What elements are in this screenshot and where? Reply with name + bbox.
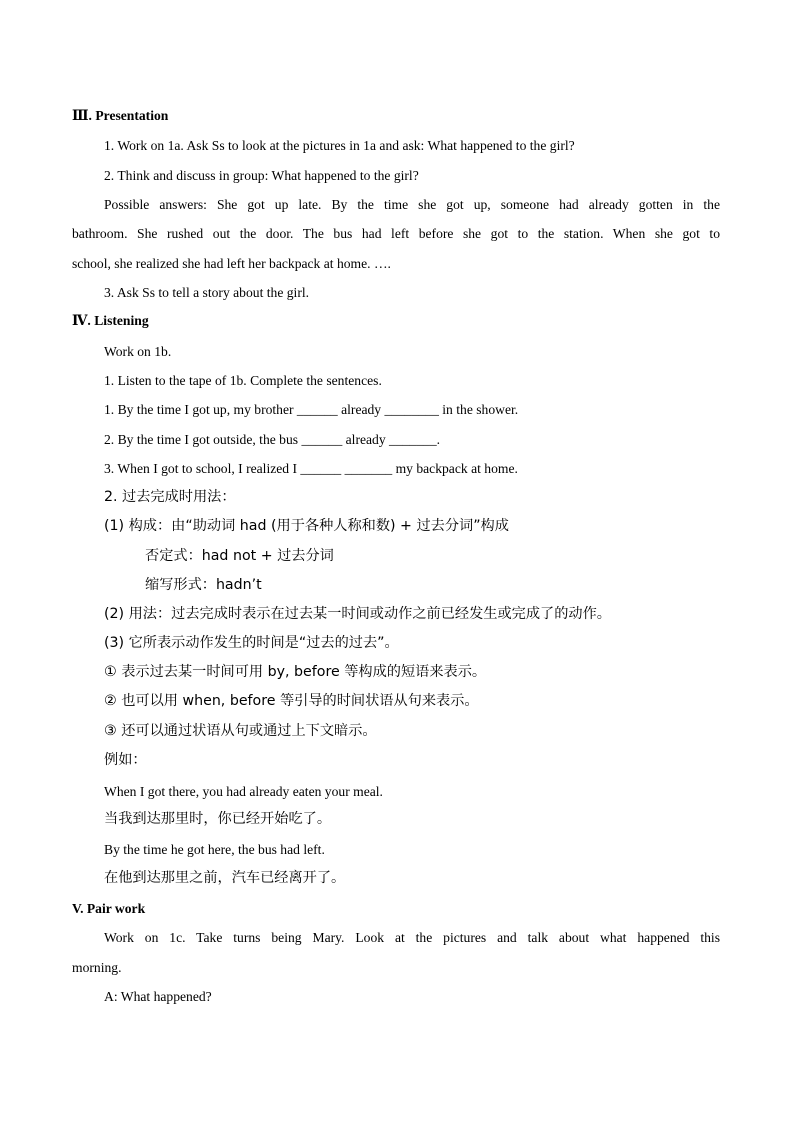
section-heading-listening: Ⅳ. Listening	[72, 313, 149, 328]
grammar-point: ② 也可以用 when, before 等引导的时间状语从句来表示。	[104, 693, 479, 709]
paragraph-line: 2. Think and discuss in group: What happened to the girl?	[104, 168, 419, 183]
exercise-sentence-3: 3. When I got to school, I realized I ______ _______ my backpack at home.	[104, 461, 518, 476]
grammar-point: ① 表示过去某一时间可用 by, before 等构成的短语来表示。	[104, 664, 487, 680]
example-sentence-zh: 在他到达那里之前，汽车已经离开了。	[104, 870, 346, 886]
paragraph-line: 1. Listen to the tape of 1b. Complete the sentences.	[104, 373, 382, 388]
paragraph-line: morning.	[72, 960, 122, 975]
example-sentence-en: When I got there, you had already eaten your meal.	[104, 784, 383, 799]
paragraph-line: Work on 1c. Take turns being Mary. Look at the pictures and talk about what happened this	[104, 930, 720, 945]
exercise-sentence-2: 2. By the time I got outside, the bus ______ already _______.	[104, 432, 441, 447]
grammar-point: ③ 还可以通过状语从句或通过上下文暗示。	[104, 723, 377, 739]
grammar-point: (1) 构成：由“助动词 had (用于各种人称和数) + 过去分词”构成	[104, 518, 509, 534]
example-sentence-zh: 当我到达那里时，你已经开始吃了。	[104, 811, 332, 827]
paragraph-line: Possible answers: She got up late. By the time she got up, someone had already gotten in the	[104, 197, 720, 212]
paragraph-line: 1. Work on 1a. Ask Ss to look at the pictures in 1a and ask: What happened to the girl?	[104, 138, 575, 153]
grammar-point: (3) 它所表示动作发生的时间是“过去的过去”。	[104, 635, 399, 651]
paragraph-line: school, she realized she had left her backpack at home. ….	[72, 256, 391, 271]
section-heading-pair-work: V. Pair work	[72, 901, 146, 916]
dialogue-line: A: What happened?	[104, 989, 212, 1004]
paragraph-line: bathroom. She rushed out the door. The bus had left before she got to the station. When she got to	[72, 226, 720, 241]
grammar-subpoint: 否定式：had not + 过去分词	[145, 548, 334, 564]
example-sentence-en: By the time he got here, the bus had left.	[104, 842, 325, 857]
exercise-sentence-1: 1. By the time I got up, my brother ______ already ________ in the shower.	[104, 402, 519, 417]
paragraph-line: 3. Ask Ss to tell a story about the girl.	[104, 285, 310, 300]
grammar-heading: 2. 过去完成时用法：	[104, 489, 236, 505]
example-label: 例如：	[104, 752, 147, 768]
grammar-subpoint: 缩写形式：hadn’t	[145, 577, 262, 593]
section-heading-presentation: Ⅲ. Presentation	[72, 108, 169, 123]
paragraph-line: Work on 1b.	[104, 344, 172, 359]
grammar-point: (2) 用法：过去完成时表示在过去某一时间或动作之前已经发生或完成了的动作。	[104, 606, 611, 622]
